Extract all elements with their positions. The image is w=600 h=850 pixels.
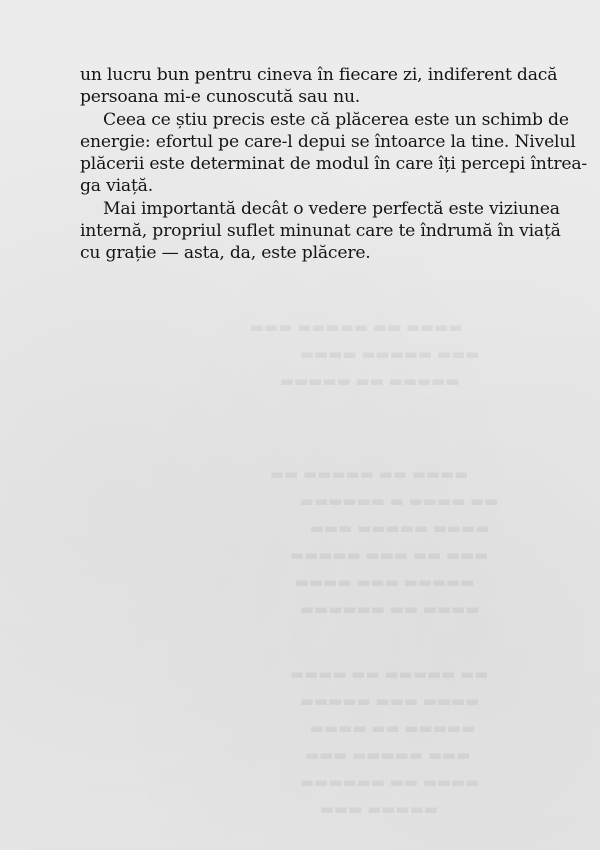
bleed-through-texture: ▬▬▬▬ ▬▬ ▬▬▬▬▬▬ <box>300 773 480 791</box>
text-line: persoana mi-e cunoscută sau nu. <box>80 87 361 108</box>
bleed-through-texture: ▬▬▬▬ ▬▬ ▬▬▬▬▬▬ <box>300 600 480 618</box>
text-line: cu grație — asta, da, este plăcere. <box>80 243 371 264</box>
paragraph <box>80 64 565 109</box>
text-line: Ceea ce știu precis este că plăcerea este un schimb de <box>103 109 569 130</box>
text-line: internă, propriul suflet minunat care te îndrumă în viață <box>80 221 561 242</box>
bleed-through-texture: ▬▬▬▬ ▬▬ ▬▬▬▬▬ ▬▬▬ <box>250 318 463 336</box>
text-line: un lucru bun pentru cineva în fiecare zi, indiferent dacă <box>80 65 558 85</box>
bleed-through-texture: ▬▬▬ ▬▬▬▬▬ ▬▬▬▬ <box>300 345 480 363</box>
text-line: Mai importantă decât o vedere perfectă este viziunea <box>103 198 560 219</box>
bleed-through-texture: ▬▬▬▬▬ ▬▬▬ ▬▬▬▬ <box>295 573 475 591</box>
bleed-through-texture: ▬▬▬▬▬ ▬▬ ▬▬▬▬ <box>310 719 476 737</box>
bleed-through-texture: ▬▬▬▬ ▬▬▬ ▬▬▬▬▬ <box>300 692 480 710</box>
paragraph <box>80 109 588 198</box>
bleed-through-texture: ▬▬ ▬▬▬▬ ▬ ▬▬▬▬▬▬ <box>300 492 499 510</box>
body-text <box>80 64 588 265</box>
bleed-through-texture: ▬▬▬▬ ▬▬▬▬▬ ▬▬▬ <box>310 519 490 537</box>
text-line: plăcerii este determinat de modul în care îți percepi întrea- <box>80 154 588 175</box>
bleed-through-texture: ▬▬ ▬▬▬▬▬ ▬▬ ▬▬▬▬ <box>290 665 489 683</box>
bleed-through-texture: ▬▬▬▬ ▬▬ ▬▬▬▬▬ ▬▬ <box>270 465 469 483</box>
text-line: ga viață. <box>80 176 153 197</box>
bleed-through-texture: ▬▬▬ ▬▬▬▬▬ ▬▬▬ <box>305 746 471 764</box>
bleed-through-texture: ▬▬▬▬▬ ▬▬ ▬▬▬▬▬ <box>280 372 460 390</box>
paragraph <box>80 198 565 265</box>
text-line: energie: efortul pe care-l depui se întoarce la tine. Nivelul <box>80 131 576 152</box>
bleed-through-texture: ▬▬▬▬▬ ▬▬▬ <box>320 800 439 818</box>
bleed-through-texture: ▬▬▬ ▬▬ ▬▬▬ ▬▬▬▬▬ <box>290 546 489 564</box>
